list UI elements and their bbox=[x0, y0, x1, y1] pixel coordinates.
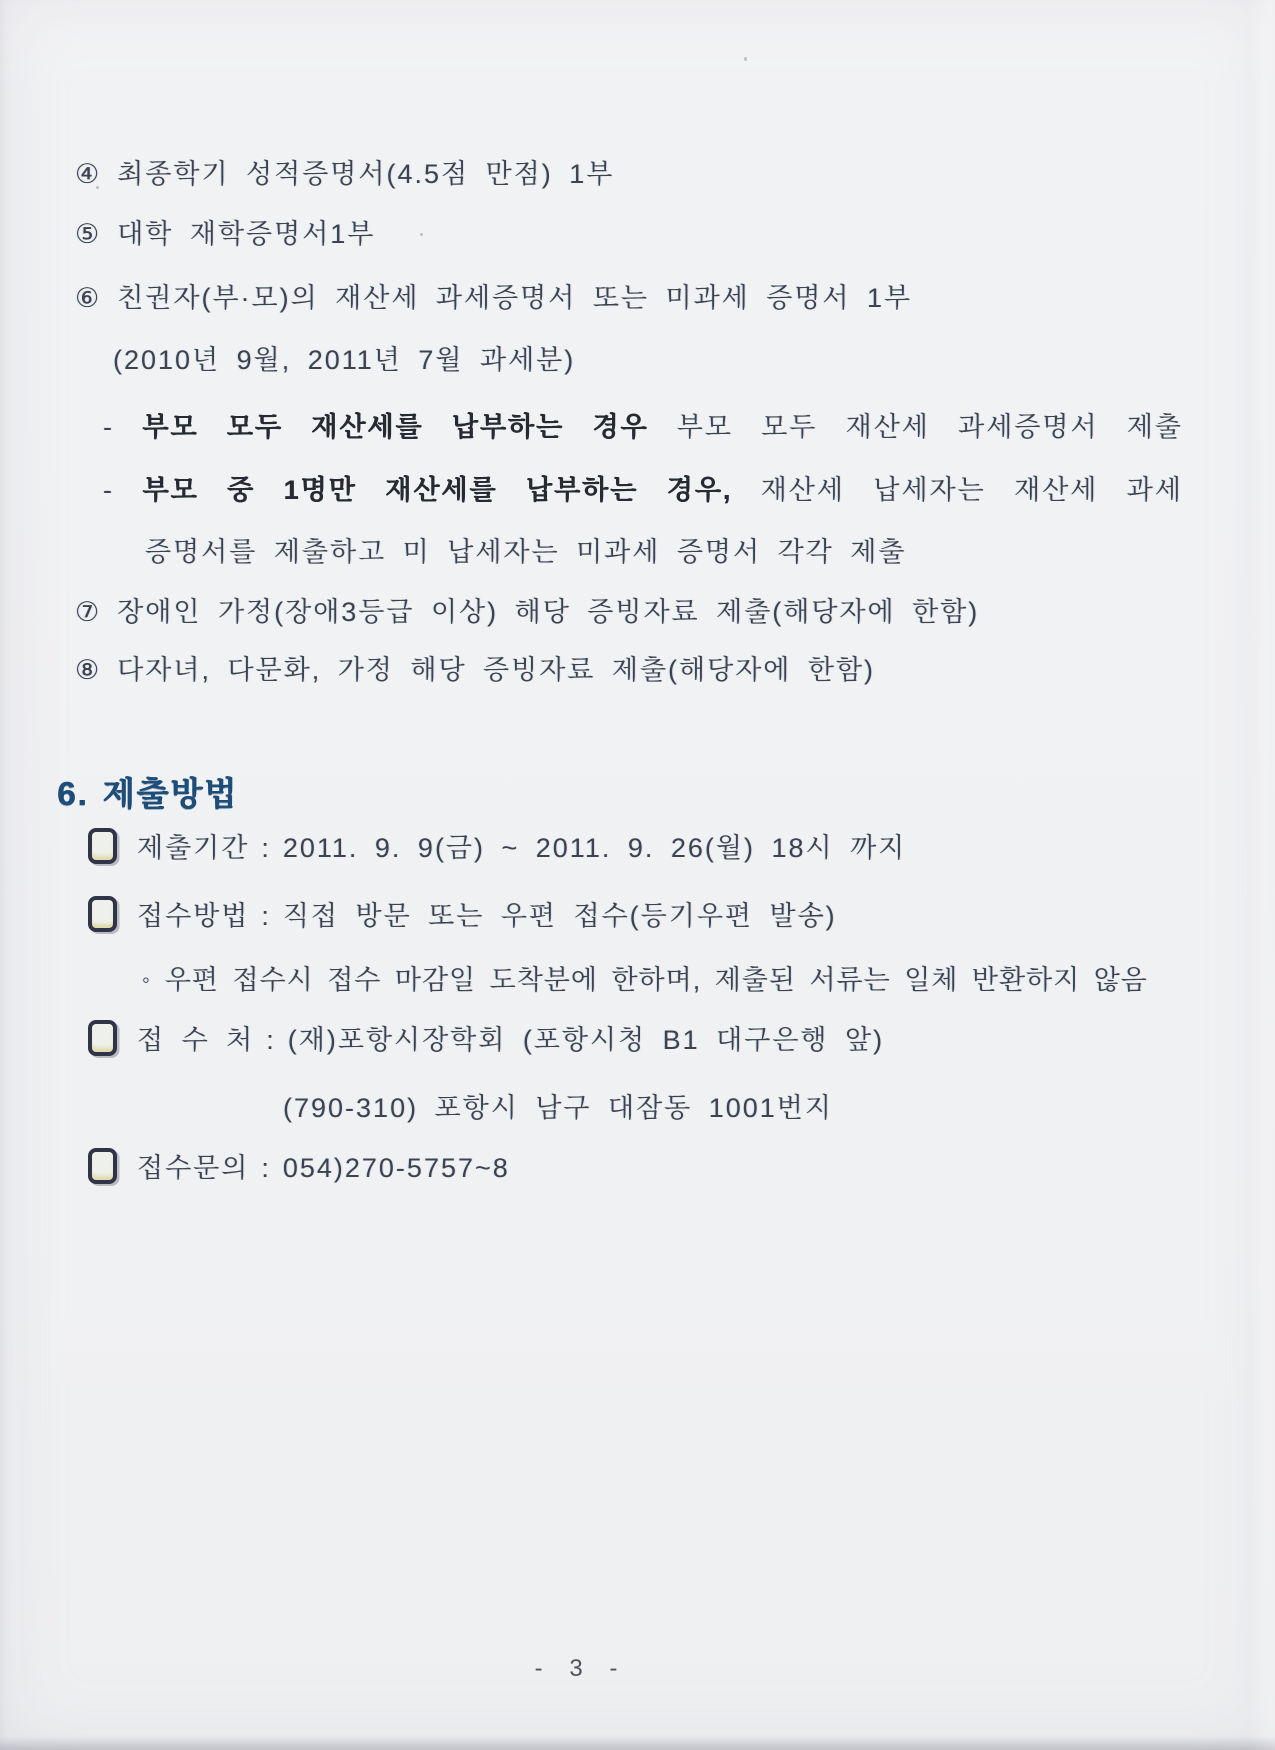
attachment-item-4 bbox=[75, 152, 614, 191]
row-label: 접수문의 bbox=[137, 1153, 250, 1183]
section-number: 6. bbox=[57, 775, 89, 812]
row-submission-period bbox=[88, 826, 906, 865]
attachment-item-5-text: 대학 재학증명서1부 bbox=[117, 219, 376, 249]
row-value: (재)포항시장학회 (포항시청 B1 대구은행 앞) bbox=[287, 1025, 885, 1055]
attachment-item-8 bbox=[75, 648, 875, 687]
row-contact-phone bbox=[88, 1146, 510, 1185]
row-reception-place bbox=[88, 1018, 884, 1057]
attachment-item-5 bbox=[75, 212, 375, 251]
checkbox-icon bbox=[88, 828, 117, 864]
reception-place-address: (790-310) 포항시 남구 대잠동 1001번지 bbox=[283, 1093, 833, 1123]
row-value: 직접 방문 또는 우편 접수(등기우편 발송) bbox=[282, 901, 837, 931]
colon-separator: : bbox=[261, 1153, 271, 1183]
colon-separator: : bbox=[261, 901, 271, 931]
colon-separator: : bbox=[261, 833, 271, 863]
attachment-item-6-case-2-continuation: 증명서를 제출하고 미 납세자는 미과세 증명서 각각 제출 bbox=[145, 537, 907, 567]
circled-number-7: ⑦ bbox=[75, 597, 102, 627]
circled-number-8: ⑧ bbox=[75, 655, 102, 685]
checkbox-icon bbox=[88, 896, 117, 932]
case-1-condition: 부모 모두 재산세를 납부하는 경우 bbox=[142, 412, 649, 442]
circled-number-4: ④ bbox=[75, 159, 102, 189]
scan-edge-highlight bbox=[1249, 0, 1275, 1750]
attachment-item-7 bbox=[75, 590, 979, 629]
row-label: 제출기간 bbox=[137, 833, 250, 863]
attachment-item-8-text: 다자녀, 다문화, 가정 해당 증빙자료 제출(해당자에 한함) bbox=[117, 655, 876, 685]
circled-number-5: ⑤ bbox=[75, 219, 102, 249]
circle-bullet-icon: ◦ bbox=[142, 967, 151, 992]
circled-number-6: ⑥ bbox=[75, 283, 102, 313]
row-value: 2011. 9. 9(금) ~ 2011. 9. 26(월) 18시 까지 bbox=[282, 833, 907, 863]
row-label: 접 수 처 bbox=[137, 1025, 255, 1055]
scan-speck bbox=[96, 186, 99, 189]
attachment-item-6-case-1 bbox=[103, 405, 1183, 444]
page-number: - 3 - bbox=[534, 1655, 626, 1682]
scan-edge-shadow bbox=[0, 1736, 1275, 1750]
section-6-heading bbox=[57, 768, 238, 815]
scan-speck bbox=[744, 57, 747, 61]
scan-speck bbox=[420, 233, 423, 236]
row-label: 접수방법 bbox=[137, 901, 250, 931]
mail-reception-note-text: 우편 접수시 접수 마감일 도착분에 한하며, 제출된 서류는 일체 반환하지 않음 bbox=[164, 965, 1148, 995]
attachment-item-6-note: (2010년 9월, 2011년 7월 과세분) bbox=[113, 345, 576, 375]
section-title: 제출방법 bbox=[102, 775, 239, 812]
row-reception-method bbox=[88, 894, 837, 933]
dash-mark: - bbox=[103, 475, 114, 505]
row-value: 054)270-5757~8 bbox=[282, 1153, 510, 1183]
attachment-item-6-text: 친권자(부·모)의 재산세 과세증명서 또는 미과세 증명서 1부 bbox=[117, 283, 913, 313]
attachment-item-7-text: 장애인 가정(장애3등급 이상) 해당 증빙자료 제출(해당자에 한함) bbox=[117, 597, 980, 627]
checkbox-icon bbox=[88, 1020, 117, 1056]
dash-mark: - bbox=[103, 412, 114, 442]
checkbox-icon bbox=[88, 1148, 117, 1184]
attachment-item-6-case-2 bbox=[103, 468, 1183, 507]
case-2-condition: 부모 중 1명만 재산세를 납부하는 경우, bbox=[142, 475, 733, 505]
case-2-action: 재산세 납세자는 재산세 과세 bbox=[760, 475, 1183, 505]
colon-separator: : bbox=[266, 1025, 276, 1055]
mail-reception-note bbox=[142, 958, 1148, 997]
attachment-item-6 bbox=[75, 276, 912, 315]
attachment-item-4-text: 최종학기 성적증명서(4.5점 만점) 1부 bbox=[117, 159, 615, 189]
case-1-action: 부모 모두 재산세 과세증명서 제출 bbox=[676, 412, 1183, 442]
